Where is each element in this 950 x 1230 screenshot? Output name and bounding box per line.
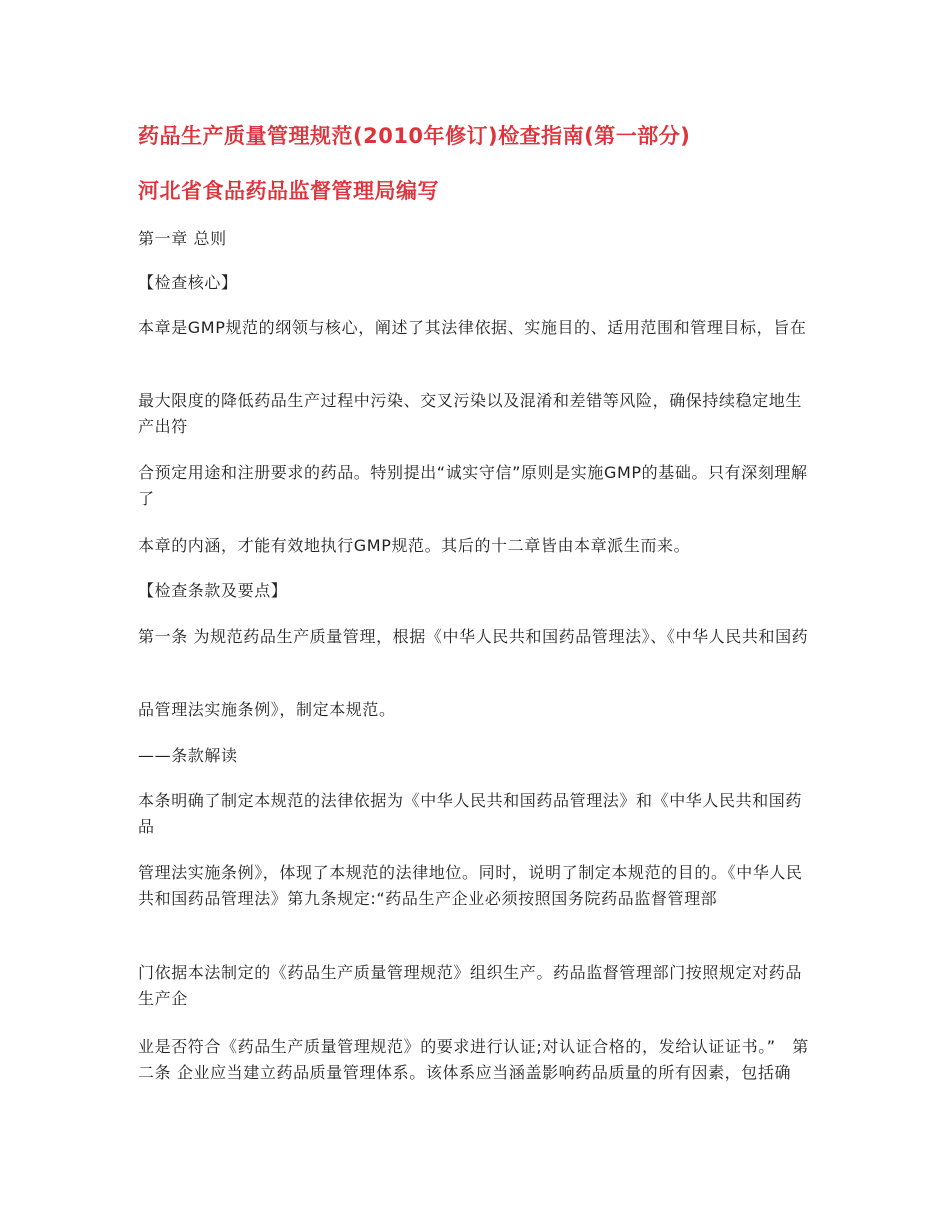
- article-one: 第一条 为规范药品生产质量管理，根据《中华人民共和国药品管理法》、《中华人民共和国药: [138, 627, 809, 646]
- chapter-heading: 第一章 总则: [138, 229, 227, 248]
- clause-interpretation-label: ——条款解读: [138, 746, 238, 765]
- paragraph: 本条明确了制定本规范的法律依据为《中华人民共和国药品管理法》和《中华人民共和国药品: [138, 791, 803, 836]
- document-author: 河北省食品药品监督管理局编写: [138, 179, 439, 203]
- paragraph: 品管理法实施条例》，制定本规范。: [138, 700, 396, 719]
- paragraph: 本章是GMP规范的纲领与核心，阐述了其法律依据、实施目的、适用范围和管理目标，旨在: [138, 318, 807, 337]
- section-label-points: 【检查条款及要点】: [138, 581, 288, 600]
- paragraph: 业是否符合《药品生产质量管理规范》的要求进行认证;对认证合格的，发给认证证书。” 第二条 企业应当建立药品质量管理体系。该体系应当涵盖影响药品质量的所有因素，包括确: [138, 1037, 809, 1082]
- section-label-core: 【检查核心】: [138, 273, 238, 292]
- paragraph: 管理法实施条例》，体现了本规范的法律地位。同时，说明了制定本规范的目的。《中华人民共和国药品管理法》第九条规定:“药品生产企业必须按照国务院药品监督管理部: [138, 863, 803, 908]
- paragraph: 合预定用途和注册要求的药品。特别提出“诚实守信”原则是实施GMP的基础。只有深刻理解了: [138, 463, 808, 508]
- document-title: 药品生产质量管理规范(2010年修订)检查指南(第一部分): [138, 124, 691, 148]
- paragraph: 门依据本法制定的《药品生产质量管理规范》组织生产。药品监督管理部门按照规定对药品生产企: [138, 963, 803, 1008]
- paragraph: 最大限度的降低药品生产过程中污染、交叉污染以及混淆和差错等风险，确保持续稳定地生产出符: [138, 391, 803, 436]
- paragraph: 本章的内涵，才能有效地执行GMP规范。其后的十二章皆由本章派生而来。: [138, 536, 691, 555]
